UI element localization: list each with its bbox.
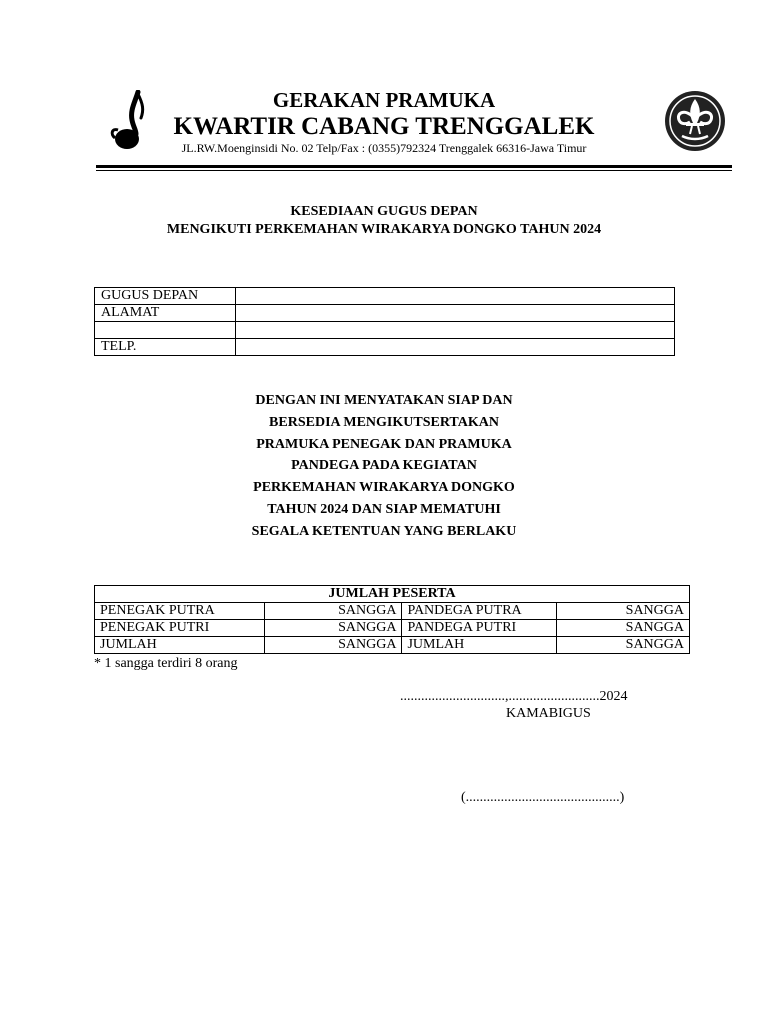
branch-name: KWARTIR CABANG TRENGGALEK [173,113,595,140]
organization-name: GERAKAN PRAMUKA [272,88,496,112]
table-row [95,637,690,654]
penegak-putra-sangga-field[interactable]: SANGGA [264,603,402,620]
statement-line: DENGAN INI MENYATAKAN SIAP DAN [255,393,513,408]
alamat-continuation-label [95,322,236,339]
table-row [95,288,675,305]
unit-identity-table [94,287,675,356]
alamat-label: ALAMAT [95,305,236,322]
document-title-line-1: KESEDIAAN GUGUS DEPAN [290,204,478,219]
participant-count-table [94,585,690,654]
jumlah-penegak-label: JUMLAH [95,637,265,654]
statement-line: SEGALA KETENTUAN YANG BERLAKU [251,523,517,539]
gugus-depan-label: GUGUS DEPAN [95,288,236,305]
table-header-row [95,586,690,603]
telp-field[interactable] [236,339,675,356]
table-row [95,339,675,356]
statement-line: PRAMUKA PENEGAK DAN PRAMUKA [256,436,512,452]
gugus-depan-field[interactable] [236,288,675,305]
penegak-putra-label: PENEGAK PUTRA [95,603,265,620]
pandega-putra-label: PANDEGA PUTRA [402,603,557,620]
wosm-plant-logo-icon [108,90,152,154]
document-title-line-2: MENGIKUTI PERKEMAHAN WIRAKARYA DONGKO TAHUN 2024 [166,222,602,237]
letterhead-divider-thick [96,165,732,168]
signature-title: KAMABIGUS [506,706,591,721]
jumlah-penegak-sangga-field[interactable]: SANGGA [264,637,402,654]
statement-line: BERSEDIA MENGIKUTSERTAKAN [269,414,499,430]
participant-table-header: JUMLAH PESERTA [95,586,690,603]
table-row [95,603,690,620]
sangga-footnote: * 1 sangga terdiri 8 orang [94,656,238,671]
signature-name-field[interactable]: (............................................) [461,790,625,805]
address-line: JL.RW.Moenginsidi No. 02 Telp/Fax : (0355)792324 Trenggalek 66316-Jawa Timur [181,141,587,155]
table-row [95,322,675,339]
statement-line: PERKEMAHAN WIRAKARYA DONGKO [253,480,515,496]
scout-fleur-de-lis-emblem-icon [662,90,728,152]
statement-paragraph [218,390,550,543]
table-row [95,305,675,322]
pandega-putra-sangga-field[interactable]: SANGGA [557,603,690,620]
alamat-continuation-field[interactable] [236,322,675,339]
pandega-putri-sangga-field[interactable]: SANGGA [557,620,690,637]
statement-line: TAHUN 2024 DAN SIAP MEMATUHI [267,501,501,517]
statement-line: PANDEGA PADA KEGIATAN [291,458,477,474]
table-row [95,620,690,637]
telp-label: TELP. [95,339,236,356]
jumlah-pandega-label: JUMLAH [402,637,557,654]
penegak-putri-label: PENEGAK PUTRI [95,620,265,637]
letterhead-divider-thin [96,170,732,171]
signature-place-date-field[interactable]: ..............................,..........................2024 [400,689,628,704]
jumlah-pandega-sangga-field[interactable]: SANGGA [557,637,690,654]
alamat-field[interactable] [236,305,675,322]
penegak-putri-sangga-field[interactable]: SANGGA [264,620,402,637]
pandega-putri-label: PANDEGA PUTRI [402,620,557,637]
